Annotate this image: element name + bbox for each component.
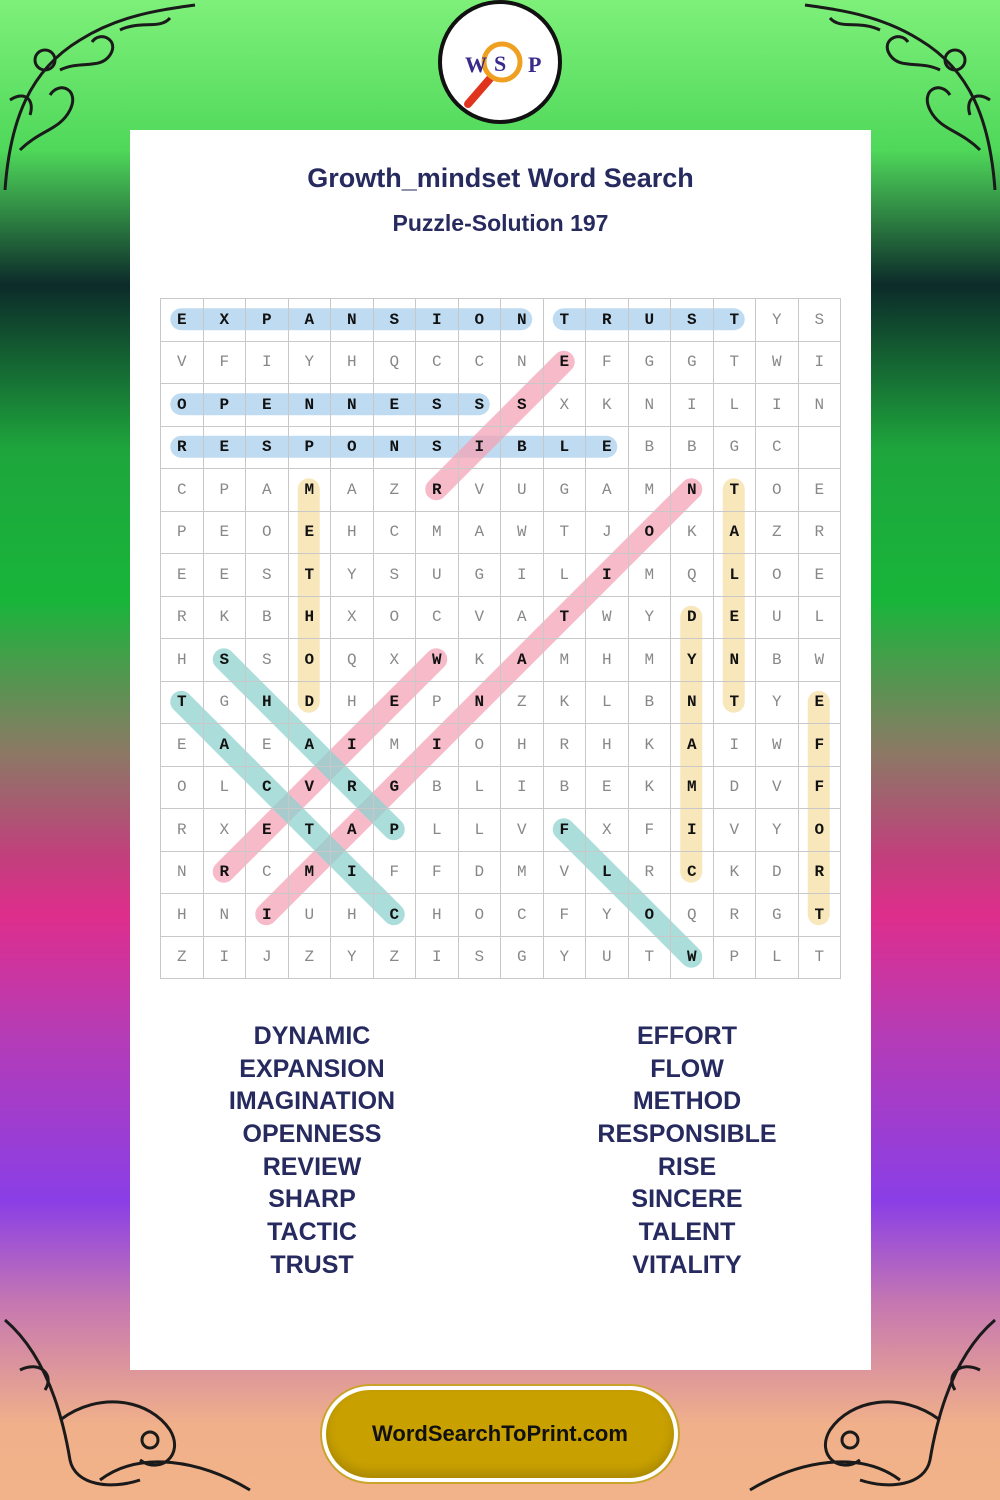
grid-cell: C — [756, 427, 799, 470]
word-list-item: REVIEW — [262, 1152, 362, 1181]
grid-cell: O — [459, 299, 502, 342]
grid-cell: R — [799, 512, 842, 555]
grid-cell: J — [586, 512, 629, 555]
grid-cell: S — [204, 639, 247, 682]
grid-cell: N — [289, 384, 332, 427]
grid-cell: G — [204, 682, 247, 725]
grid-cell: E — [799, 682, 842, 725]
grid-cell: S — [459, 937, 502, 980]
grid-cell: H — [586, 639, 629, 682]
grid-cell: V — [501, 809, 544, 852]
grid-cell: I — [416, 724, 459, 767]
word-list-item: SINCERE — [631, 1185, 743, 1214]
grid-cell: H — [289, 597, 332, 640]
grid-cell: G — [501, 937, 544, 980]
grid-cell: U — [289, 894, 332, 937]
logo-letter-s: S — [494, 51, 507, 76]
grid-cell: L — [586, 852, 629, 895]
grid-cell: L — [714, 384, 757, 427]
grid-cell: Y — [629, 597, 672, 640]
grid-cell: B — [629, 427, 672, 470]
grid-cell: E — [586, 427, 629, 470]
grid-cell: B — [671, 427, 714, 470]
grid-cell: I — [416, 937, 459, 980]
grid-cell: R — [204, 852, 247, 895]
grid-cell: F — [204, 342, 247, 385]
grid-cell: G — [756, 894, 799, 937]
grid-cell: R — [416, 469, 459, 512]
grid-cell: P — [289, 427, 332, 470]
grid-cell: Q — [374, 342, 417, 385]
grid-cell: E — [374, 682, 417, 725]
grid-cell: F — [544, 894, 587, 937]
grid-cell: P — [714, 937, 757, 980]
grid-cell: D — [714, 767, 757, 810]
grid-cell: T — [161, 682, 204, 725]
grid-cell: M — [374, 724, 417, 767]
grid-cell: U — [416, 554, 459, 597]
grid-cell: V — [544, 852, 587, 895]
grid-cell: Y — [586, 894, 629, 937]
grid-cell: I — [501, 554, 544, 597]
grid-cell: S — [501, 384, 544, 427]
grid-cell: T — [629, 937, 672, 980]
grid-cell: L — [799, 597, 842, 640]
grid-cell: I — [204, 937, 247, 980]
grid-cell: K — [459, 639, 502, 682]
grid-cell: K — [204, 597, 247, 640]
grid-cell: I — [459, 427, 502, 470]
grid-cell: S — [374, 299, 417, 342]
grid-cell: U — [629, 299, 672, 342]
grid-cell: C — [501, 894, 544, 937]
grid-cell: T — [799, 894, 842, 937]
grid-cell: E — [714, 597, 757, 640]
grid-cell: Z — [756, 512, 799, 555]
grid-cell: T — [289, 809, 332, 852]
grid-cell: E — [586, 767, 629, 810]
grid-cell: F — [586, 342, 629, 385]
word-list-right-column — [537, 1020, 837, 1282]
grid-cell: M — [629, 554, 672, 597]
grid-cell: N — [714, 639, 757, 682]
grid-cell: E — [204, 512, 247, 555]
grid-cell: O — [629, 512, 672, 555]
grid-cell: M — [544, 639, 587, 682]
grid-cell: L — [416, 809, 459, 852]
grid-cell: J — [246, 937, 289, 980]
grid-cell: T — [799, 937, 842, 980]
grid-cell: T — [714, 342, 757, 385]
site-link-label: WordSearchToPrint.com — [372, 1421, 628, 1446]
word-list-item: IMAGINATION — [228, 1087, 396, 1116]
grid-cell: L — [544, 554, 587, 597]
grid-cell: Y — [289, 342, 332, 385]
grid-cell: T — [289, 554, 332, 597]
grid-cell: N — [799, 384, 842, 427]
grid-cell: O — [331, 427, 374, 470]
grid-cell: A — [586, 469, 629, 512]
grid-cell: K — [629, 767, 672, 810]
grid-cell: N — [629, 384, 672, 427]
word-list-item: RESPONSIBLE — [597, 1120, 777, 1149]
grid-cell: G — [459, 554, 502, 597]
grid-cell: P — [374, 809, 417, 852]
grid-cell: X — [374, 639, 417, 682]
grid-cell: C — [671, 852, 714, 895]
grid-cell: E — [204, 554, 247, 597]
grid-cell: I — [586, 554, 629, 597]
grid-cell: A — [289, 299, 332, 342]
grid-cell: V — [756, 767, 799, 810]
grid-cell: C — [416, 597, 459, 640]
grid-cell: V — [161, 342, 204, 385]
grid-cell: H — [416, 894, 459, 937]
grid-cell: H — [331, 512, 374, 555]
grid-cell: H — [161, 894, 204, 937]
grid-cell: P — [204, 469, 247, 512]
grid-cell: Z — [374, 469, 417, 512]
grid-cell: I — [714, 724, 757, 767]
grid-cell: H — [331, 682, 374, 725]
grid-cell: S — [416, 427, 459, 470]
grid-cell: M — [501, 852, 544, 895]
word-list-item: SHARP — [268, 1185, 356, 1214]
word-list-item: DYNAMIC — [253, 1022, 371, 1050]
grid-cell: L — [586, 682, 629, 725]
grid-cell: Y — [544, 937, 587, 980]
word-list-item: EXPANSION — [239, 1054, 385, 1083]
logo-letter-w: W — [465, 52, 487, 77]
word-list-item: TRUST — [270, 1250, 354, 1279]
grid-cell: I — [331, 724, 374, 767]
grid-cell: K — [586, 384, 629, 427]
grid-cell: A — [331, 809, 374, 852]
grid-cell: O — [459, 724, 502, 767]
grid-cell: B — [501, 427, 544, 470]
grid-cell: G — [374, 767, 417, 810]
grid-cell: P — [246, 299, 289, 342]
grid-cell: U — [756, 597, 799, 640]
grid-cell: G — [544, 469, 587, 512]
grid-cell: O — [161, 384, 204, 427]
grid-cell: E — [161, 554, 204, 597]
letter-grid — [160, 298, 841, 979]
grid-cell: L — [459, 767, 502, 810]
grid-cell: A — [204, 724, 247, 767]
grid-cell: E — [544, 342, 587, 385]
grid-cell: F — [799, 724, 842, 767]
grid-cell: K — [714, 852, 757, 895]
grid-cell: R — [714, 894, 757, 937]
puzzle-card — [130, 130, 871, 1370]
grid-cell: V — [289, 767, 332, 810]
grid-cell: N — [459, 682, 502, 725]
grid-cell: G — [629, 342, 672, 385]
grid-cell: V — [459, 469, 502, 512]
grid-cell: T — [544, 512, 587, 555]
grid-cell: T — [714, 682, 757, 725]
grid-cell: Y — [756, 809, 799, 852]
grid-cell: P — [416, 682, 459, 725]
grid-cell: H — [586, 724, 629, 767]
grid-cell: G — [714, 427, 757, 470]
grid-cell: O — [756, 554, 799, 597]
grid-cell: K — [671, 512, 714, 555]
grid-cell: C — [374, 512, 417, 555]
grid-cell: O — [459, 894, 502, 937]
grid-cell: F — [544, 809, 587, 852]
grid-cell: B — [544, 767, 587, 810]
grid-cell: O — [246, 512, 289, 555]
grid-cell: R — [161, 597, 204, 640]
grid-cell: Q — [331, 639, 374, 682]
grid-cell: A — [331, 469, 374, 512]
grid-cell: R — [799, 852, 842, 895]
grid-cell: X — [204, 809, 247, 852]
grid-cell: N — [331, 384, 374, 427]
grid-cell: S — [671, 299, 714, 342]
grid-cell: H — [331, 342, 374, 385]
word-list-item: TACTIC — [267, 1218, 357, 1247]
grid-cell: E — [289, 512, 332, 555]
grid-cell: H — [161, 639, 204, 682]
grid-cell: R — [586, 299, 629, 342]
word-list-item: TALENT — [638, 1218, 736, 1247]
grid-cell: O — [374, 597, 417, 640]
grid-cell: A — [714, 512, 757, 555]
grid-cell: F — [416, 852, 459, 895]
grid-cell: S — [799, 299, 842, 342]
grid-cell: N — [331, 299, 374, 342]
page-title: Growth_mindset Word Search — [307, 163, 694, 193]
grid-cell: M — [629, 639, 672, 682]
grid-cell: D — [671, 597, 714, 640]
grid-cell: C — [459, 342, 502, 385]
grid-cell: T — [714, 299, 757, 342]
grid-cell: P — [204, 384, 247, 427]
grid-cell: B — [756, 639, 799, 682]
logo-letter-p: P — [528, 52, 542, 77]
grid-cell: L — [459, 809, 502, 852]
word-list-item: RISE — [657, 1152, 717, 1181]
grid-cell: A — [459, 512, 502, 555]
grid-cell: N — [671, 682, 714, 725]
grid-cell: C — [374, 894, 417, 937]
grid-cell: A — [289, 724, 332, 767]
grid-cell: B — [629, 682, 672, 725]
grid-cell: L — [544, 427, 587, 470]
grid-cell: I — [246, 894, 289, 937]
grid-cell: F — [374, 852, 417, 895]
grid-cell: I — [501, 767, 544, 810]
grid-cell: R — [161, 809, 204, 852]
grid-cell: Y — [331, 937, 374, 980]
grid-cell: W — [416, 639, 459, 682]
grid-cell: S — [246, 427, 289, 470]
grid-cell: C — [416, 342, 459, 385]
grid-cell: W — [671, 937, 714, 980]
word-list-item: VITALITY — [632, 1250, 742, 1279]
grid-cell: E — [161, 299, 204, 342]
grid-cell: N — [501, 342, 544, 385]
grid-cell: C — [161, 469, 204, 512]
grid-cell: E — [799, 469, 842, 512]
grid-cell: I — [331, 852, 374, 895]
grid-cell: U — [501, 469, 544, 512]
grid-cell: H — [331, 894, 374, 937]
grid-cell — [799, 427, 842, 470]
word-list-item: FLOW — [650, 1054, 724, 1083]
grid-cell: I — [671, 384, 714, 427]
grid-cell: X — [544, 384, 587, 427]
grid-cell: E — [246, 724, 289, 767]
grid-cell: W — [586, 597, 629, 640]
grid-cell: E — [204, 427, 247, 470]
word-list-item: EFFORT — [637, 1022, 737, 1050]
grid-cell: R — [629, 852, 672, 895]
grid-cell: Y — [331, 554, 374, 597]
grid-cell: L — [756, 937, 799, 980]
grid-cell: S — [374, 554, 417, 597]
grid-cell: I — [416, 299, 459, 342]
grid-cell: K — [629, 724, 672, 767]
grid-cell: N — [161, 852, 204, 895]
grid-cell: N — [501, 299, 544, 342]
grid-cell: A — [671, 724, 714, 767]
grid-cell: I — [756, 384, 799, 427]
grid-cell: Z — [289, 937, 332, 980]
grid-cell: N — [671, 469, 714, 512]
grid-cell: E — [799, 554, 842, 597]
grid-cell: O — [629, 894, 672, 937]
grid-cell: E — [161, 724, 204, 767]
grid-cell: Z — [374, 937, 417, 980]
grid-cell: I — [671, 809, 714, 852]
grid-cell: T — [544, 299, 587, 342]
grid-cell: Z — [501, 682, 544, 725]
grid-cell: W — [501, 512, 544, 555]
grid-cell: M — [416, 512, 459, 555]
grid-cell: A — [501, 639, 544, 682]
magnifier-icon — [442, 4, 558, 120]
grid-cell: O — [161, 767, 204, 810]
grid-cell: C — [246, 852, 289, 895]
grid-cell: X — [586, 809, 629, 852]
grid-cell: K — [544, 682, 587, 725]
grid-cell: F — [799, 767, 842, 810]
grid-cell: T — [544, 597, 587, 640]
grid-cell: T — [714, 469, 757, 512]
grid-cell: B — [246, 597, 289, 640]
grid-cell: H — [501, 724, 544, 767]
grid-cell: E — [246, 809, 289, 852]
grid-cell: A — [501, 597, 544, 640]
grid-cell: R — [161, 427, 204, 470]
grid-cell: M — [289, 469, 332, 512]
grid-cell: W — [799, 639, 842, 682]
grid-cell: D — [459, 852, 502, 895]
grid-cell: D — [289, 682, 332, 725]
site-logo — [438, 0, 562, 124]
grid-cell: E — [246, 384, 289, 427]
word-list-left-column — [162, 1020, 462, 1282]
grid-cell: L — [714, 554, 757, 597]
grid-cell: S — [246, 554, 289, 597]
grid-cell: M — [671, 767, 714, 810]
grid-cell: D — [756, 852, 799, 895]
grid-cell: F — [629, 809, 672, 852]
grid-cell: O — [799, 809, 842, 852]
grid-cell: G — [671, 342, 714, 385]
grid-cell: S — [416, 384, 459, 427]
grid-cell: L — [204, 767, 247, 810]
grid-cell: M — [629, 469, 672, 512]
grid-cell: V — [459, 597, 502, 640]
grid-cell: U — [586, 937, 629, 980]
grid-cell: Y — [671, 639, 714, 682]
grid-cell: Y — [756, 682, 799, 725]
grid-cell: R — [544, 724, 587, 767]
grid-cell: Y — [756, 299, 799, 342]
grid-cell: H — [246, 682, 289, 725]
grid-cell: I — [799, 342, 842, 385]
grid-cell: O — [756, 469, 799, 512]
grid-cell: B — [416, 767, 459, 810]
grid-cell: A — [246, 469, 289, 512]
grid-cell: Z — [161, 937, 204, 980]
grid-cell: Q — [671, 554, 714, 597]
word-list-item: OPENNESS — [242, 1120, 382, 1149]
grid-cell: M — [289, 852, 332, 895]
grid-cell: V — [714, 809, 757, 852]
grid-cell: X — [204, 299, 247, 342]
grid-cell: N — [204, 894, 247, 937]
grid-cell: N — [374, 427, 417, 470]
grid-cell: C — [246, 767, 289, 810]
grid-cell: W — [756, 342, 799, 385]
grid-cell: E — [374, 384, 417, 427]
grid-cell: R — [331, 767, 374, 810]
grid-cell: P — [161, 512, 204, 555]
site-link-button[interactable] — [322, 1386, 678, 1482]
grid-cell: W — [756, 724, 799, 767]
word-search-grid-area — [160, 298, 841, 979]
word-list-item: METHOD — [632, 1087, 742, 1116]
grid-cell: S — [459, 384, 502, 427]
grid-cell: I — [246, 342, 289, 385]
grid-cell: S — [246, 639, 289, 682]
grid-cell: O — [289, 639, 332, 682]
grid-cell: Q — [671, 894, 714, 937]
grid-cell: X — [331, 597, 374, 640]
page-subtitle: Puzzle-Solution 197 — [392, 210, 609, 236]
